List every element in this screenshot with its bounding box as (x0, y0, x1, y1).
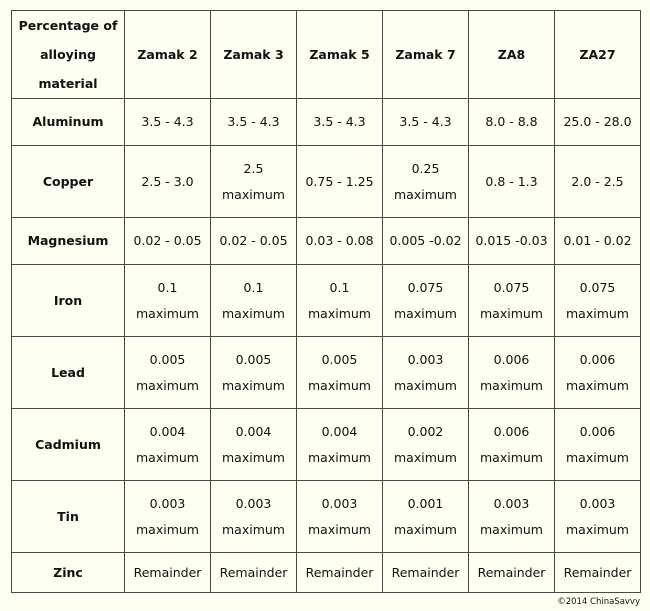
cell-text: 2.0 - 2.5 (571, 173, 624, 189)
cell-text: maximum (394, 305, 457, 321)
table-cell (469, 337, 555, 409)
cell-text: maximum (480, 305, 543, 321)
corner-header-line: material (38, 76, 98, 91)
cell-text: 0.006 (493, 351, 530, 367)
cell-text: maximum (222, 449, 285, 465)
cell-text: maximum (308, 521, 371, 537)
cell-text: maximum (308, 377, 371, 393)
cell-text: 0.03 - 0.08 (305, 233, 374, 248)
cell-text: maximum (480, 521, 543, 537)
cell-text: 0.003 (579, 495, 616, 511)
cell-text: maximum (566, 449, 629, 465)
cell-text: 0.1 (157, 279, 178, 295)
table-cell (297, 553, 383, 593)
cell-text: maximum (308, 449, 371, 465)
table-cell (211, 481, 297, 553)
cell-text: Remainder (305, 564, 374, 580)
cell-text: Remainder (563, 564, 632, 580)
table-cell (383, 146, 469, 218)
cell-text: 0.01 - 0.02 (563, 233, 632, 248)
cell-text: maximum (394, 521, 457, 537)
cell-text: 3.5 - 4.3 (227, 114, 280, 129)
table-cell (125, 146, 211, 218)
cell-text: 0.005 (321, 351, 358, 367)
cell-text: 0.075 (579, 279, 616, 295)
cell-text: maximum (566, 521, 629, 537)
table-cell (211, 218, 297, 265)
cell-text: maximum (136, 377, 199, 393)
table-cell (383, 409, 469, 481)
cell-text: maximum (394, 449, 457, 465)
cell-text: 3.5 - 4.3 (141, 114, 194, 129)
cell-text: 0.02 - 0.05 (219, 233, 288, 248)
row-header: Lead (12, 337, 125, 409)
cell-text: 0.003 (235, 495, 272, 511)
table-cell (297, 146, 383, 218)
cell-text: maximum (222, 305, 285, 321)
cell-text: 0.75 - 1.25 (305, 173, 374, 189)
table-cell (125, 99, 211, 146)
cell-text: 0.8 - 1.3 (485, 173, 538, 189)
corner-header-line: Percentage of (18, 18, 118, 33)
table-row (12, 265, 641, 337)
table-cell (469, 265, 555, 337)
table-cell (555, 409, 641, 481)
cell-text: 0.25 (411, 160, 440, 176)
cell-text: 3.5 - 4.3 (399, 114, 452, 129)
column-header: Zamak 5 (297, 11, 383, 99)
cell-text: maximum (222, 377, 285, 393)
table-cell (555, 218, 641, 265)
cell-text: Remainder (391, 564, 460, 580)
column-header: Zamak 3 (211, 11, 297, 99)
table-row (12, 99, 641, 146)
cell-text: 0.006 (493, 423, 530, 439)
cell-text: maximum (136, 305, 199, 321)
table-row (12, 553, 641, 593)
row-header: Cadmium (12, 409, 125, 481)
cell-text: 0.005 -0.02 (389, 233, 462, 248)
table-row (12, 146, 641, 218)
cell-text: 0.1 (243, 279, 264, 295)
row-header: Copper (12, 146, 125, 218)
cell-text: 0.003 (407, 351, 444, 367)
table-cell (125, 553, 211, 593)
cell-text: 0.015 -0.03 (475, 233, 548, 248)
cell-text: 0.1 (329, 279, 350, 295)
cell-text: 3.5 - 4.3 (313, 114, 366, 129)
table-cell (125, 218, 211, 265)
cell-text: 0.004 (149, 423, 186, 439)
table-cell (125, 481, 211, 553)
table-cell (383, 99, 469, 146)
table-cell (469, 218, 555, 265)
cell-text: 0.003 (493, 495, 530, 511)
table-cell (383, 337, 469, 409)
corner-header-cell (12, 11, 125, 99)
corner-header-line: alloying (40, 47, 96, 62)
cell-text: maximum (222, 521, 285, 537)
table-cell (211, 146, 297, 218)
cell-text: Remainder (477, 564, 546, 580)
cell-text: 0.005 (235, 351, 272, 367)
cell-text: maximum (308, 305, 371, 321)
table-cell (383, 553, 469, 593)
cell-text: 0.004 (321, 423, 358, 439)
table-cell (125, 409, 211, 481)
header-row (12, 11, 641, 99)
table-cell (297, 265, 383, 337)
cell-text: maximum (136, 521, 199, 537)
column-header: ZA8 (469, 11, 555, 99)
table-cell (469, 553, 555, 593)
column-header: ZA27 (555, 11, 641, 99)
table-cell (555, 146, 641, 218)
table-cell (555, 481, 641, 553)
table-cell (555, 265, 641, 337)
alloy-composition-table (11, 10, 641, 593)
table-cell (383, 265, 469, 337)
table-cell (297, 218, 383, 265)
table-cell (469, 409, 555, 481)
cell-text: 0.004 (235, 423, 272, 439)
cell-text: maximum (566, 305, 629, 321)
table-cell (555, 337, 641, 409)
table-body (12, 99, 641, 593)
table-cell (383, 481, 469, 553)
table-cell (297, 409, 383, 481)
cell-text: 0.003 (321, 495, 358, 511)
cell-text: 25.0 - 28.0 (563, 114, 632, 129)
cell-text: maximum (480, 377, 543, 393)
row-header: Magnesium (12, 218, 125, 265)
table-cell (211, 409, 297, 481)
cell-text: 0.075 (407, 279, 444, 295)
table-cell (297, 481, 383, 553)
table-row (12, 218, 641, 265)
cell-text: 0.002 (407, 423, 444, 439)
table-cell (211, 99, 297, 146)
table-cell (125, 265, 211, 337)
cell-text: maximum (394, 377, 457, 393)
cell-text: maximum (136, 449, 199, 465)
cell-text: 0.001 (407, 495, 444, 511)
table-cell (125, 337, 211, 409)
cell-text: 0.02 - 0.05 (133, 233, 202, 248)
table-cell (469, 99, 555, 146)
cell-text: 0.006 (579, 423, 616, 439)
cell-text: 0.003 (149, 495, 186, 511)
cell-text: 2.5 - 3.0 (141, 173, 194, 189)
table-cell (383, 218, 469, 265)
cell-text: Remainder (133, 564, 202, 580)
table-cell (469, 481, 555, 553)
table-cell (211, 265, 297, 337)
cell-text: 2.5 (243, 160, 264, 176)
table-cell (211, 553, 297, 593)
row-header: Iron (12, 265, 125, 337)
column-header: Zamak 7 (383, 11, 469, 99)
table-cell (297, 337, 383, 409)
cell-text: 0.006 (579, 351, 616, 367)
row-header: Zinc (12, 553, 125, 593)
row-header: Aluminum (12, 99, 125, 146)
cell-text: maximum (394, 186, 457, 202)
copyright-credit: ©2014 ChinaSavvy (557, 597, 640, 607)
table-cell (469, 146, 555, 218)
table-cell (297, 99, 383, 146)
cell-text: maximum (222, 186, 285, 202)
cell-text: 0.075 (493, 279, 530, 295)
table-row (12, 337, 641, 409)
table-cell (555, 553, 641, 593)
table-row (12, 409, 641, 481)
table-cell (555, 99, 641, 146)
row-header: Tin (12, 481, 125, 553)
cell-text: maximum (566, 377, 629, 393)
cell-text: Remainder (219, 564, 288, 580)
column-header: Zamak 2 (125, 11, 211, 99)
table-cell (211, 337, 297, 409)
cell-text: maximum (480, 449, 543, 465)
cell-text: 8.0 - 8.8 (485, 114, 538, 129)
table-row (12, 481, 641, 553)
cell-text: 0.005 (149, 351, 186, 367)
